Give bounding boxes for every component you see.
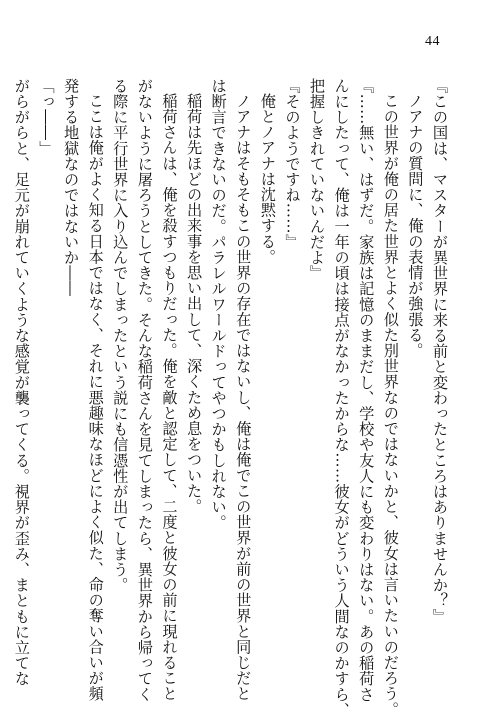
text-line: 『この国は、マスターが異世界に来る前と変わったところはありませんか？』 [431, 78, 449, 624]
text-line: 俺とノアナは沈黙する。 [258, 93, 277, 265]
text-line: 把握しきれていないんだよ』 [308, 78, 327, 281]
text-line: この世界が俺の居た世界とよく似た別世界なのではないかと、彼女は言いたいのだろう。 [381, 93, 400, 718]
text-line: 稲荷さんは、俺を殺すつもりだった。俺を敵と認定して、二度と彼女の前に現れること [160, 93, 179, 702]
text-line: がらがらと、足元が崩れていくような感覚が襲ってくる。視界が歪み、まともに立てな [12, 78, 31, 687]
text-line: 稲荷は先ほどの出来事を思い出して、深くため息をついた。 [185, 93, 204, 515]
novel-text-body [12, 78, 452, 718]
text-line: 『そのようですね……』 [283, 78, 302, 250]
text-line: 『……無い、はずだ。家族は記憶のままだし、学校や友人にも変わりはない。あの稲荷さ [357, 78, 376, 702]
text-line: 発する地獄なのではないか―― [62, 78, 81, 297]
text-line: ノアナの質問に、俺の表情が強張る。 [406, 93, 425, 359]
text-line: んにしたって、俺は一年の頃は接点がなかったからな……彼女がどういう人間なのかすら、 [332, 78, 351, 718]
text-line: は断言できないのだ。パラレルワールドってやつかもしれない。 [209, 78, 228, 531]
text-line: がないように屠ろうとしてきた。そんな稲荷さんを見てしまったら、異世界から帰ってく [135, 78, 154, 702]
text-line: る際に平行世界に入り込んでしまったという説にも信憑性が出てしまう。 [111, 78, 130, 593]
text-line: 「っ――」 [37, 78, 56, 156]
page-number: 44 [425, 34, 440, 49]
text-line: ノアナはそもそもこの世界の存在ではないし、俺は俺でこの世界が前の世界と同じだと [234, 93, 253, 702]
text-line: ここは俺がよく知る日本ではなく、それに悪趣味なほどによく似た、命の奪い合いが頻 [86, 93, 105, 702]
